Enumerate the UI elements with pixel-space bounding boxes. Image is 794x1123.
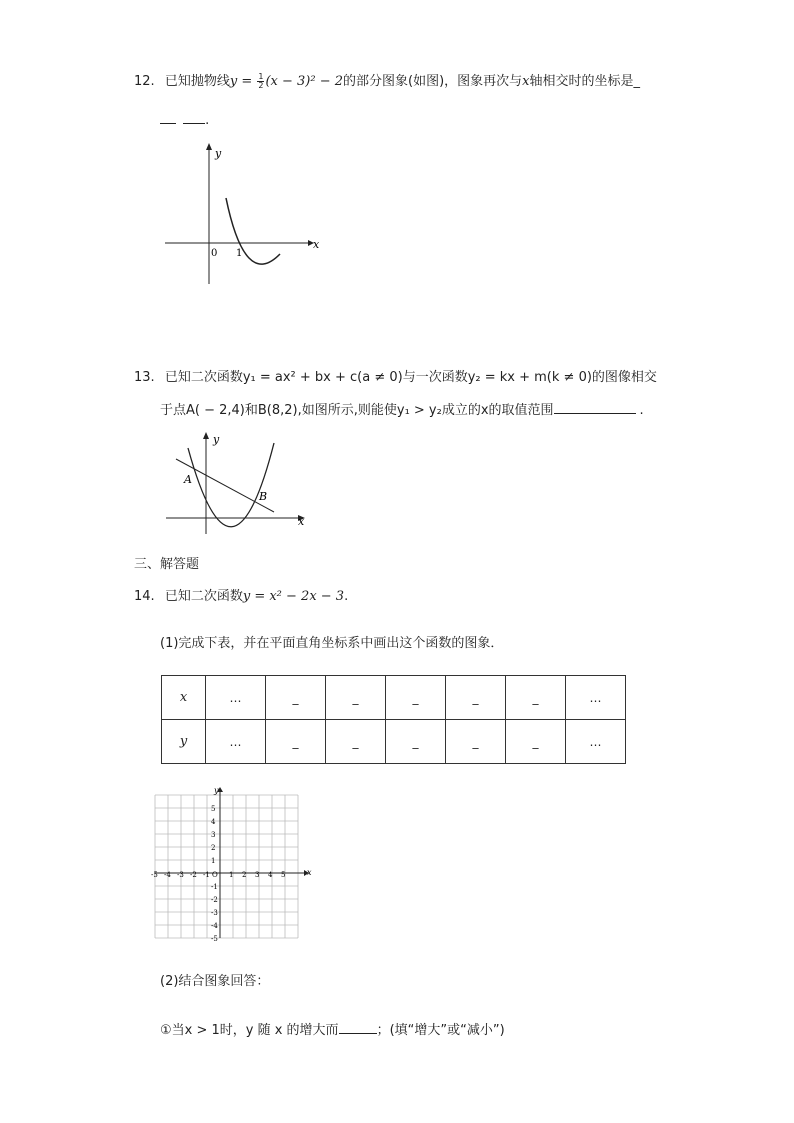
q14-part1: (1)完成下表，并在平面直角坐标系中画出这个函数的图象． <box>160 636 504 651</box>
grid-x-tick-label: 4 <box>268 871 273 879</box>
q13-x-label: x <box>298 515 305 528</box>
grid-y-label: y <box>214 786 219 795</box>
q12-y-label: y <box>215 147 222 160</box>
q14-formula: y = x² − 2x − 3 <box>242 589 345 604</box>
q12-text-after: 的部分图象(如图)，图象再次与 <box>343 74 523 89</box>
q12-line2 <box>160 110 209 130</box>
q13-answer-blank[interactable] <box>554 400 636 414</box>
grid-x-tick-label: -2 <box>190 871 197 879</box>
table-header-y: y <box>162 720 206 764</box>
q12-origin-label: 0 <box>211 248 218 259</box>
table-cell-input[interactable]: _ <box>506 720 566 764</box>
table-cell: … <box>566 720 626 764</box>
q13-y-label: y <box>213 433 220 446</box>
grid-x-tick-label: -5 <box>151 871 158 879</box>
q12-answer-blank-2[interactable] <box>183 110 205 124</box>
q12-tick-1-label: 1 <box>236 248 243 259</box>
q13-line2-end: . <box>639 403 644 418</box>
q13-y-arrow-icon <box>203 432 209 439</box>
grid-y-tick-label: -5 <box>211 935 218 943</box>
q13-line1-text: 已知二次函数y₁ = ax² + bx + c(a ≠ 0)与一次函数y₂ = kx + m(k ≠ 0)的图像相交 <box>164 370 657 385</box>
q12-line2-end: . <box>205 113 210 128</box>
q14-line1 <box>134 588 348 606</box>
q14-value-table <box>161 675 626 764</box>
q13-graph <box>160 428 320 538</box>
table-cell-input[interactable]: _ <box>326 720 386 764</box>
q13-line1 <box>134 369 657 387</box>
q12-number: 12. <box>134 74 155 89</box>
q12-frac-den: 2 <box>258 81 264 90</box>
grid-x-tick-label: 3 <box>255 871 260 879</box>
q12-formula-rhs: (x − 3)² − 2 <box>265 74 343 89</box>
q12-formula-lhs: y = <box>229 74 257 89</box>
table-cell-input[interactable]: _ <box>446 720 506 764</box>
q12-answer-blank-1[interactable] <box>160 110 176 124</box>
grid-y-tick-label: -2 <box>211 896 218 904</box>
grid-y-tick-label: 3 <box>211 831 216 839</box>
q14-part2: (2)结合图象回答： <box>160 974 270 989</box>
table-cell: … <box>566 676 626 720</box>
q13-point-b-label: B <box>259 490 268 503</box>
q13-line2-text: 于点A( − 2,4)和B(8,2),如图所示,则能使y₁ > y₂成立的x的取值范围 <box>160 403 554 418</box>
q14-item1 <box>160 1020 505 1040</box>
q12-y-arrow-icon <box>206 143 212 150</box>
table-cell-input[interactable]: _ <box>506 676 566 720</box>
q14-period: . <box>344 589 349 604</box>
grid-y-tick-label: -4 <box>211 922 218 930</box>
q12-frac-num: 1 <box>258 72 264 81</box>
q12-fraction <box>257 73 264 90</box>
grid-x-tick-label: -3 <box>177 871 184 879</box>
grid-x-tick-label: -4 <box>164 871 171 879</box>
grid-x-tick-label: 2 <box>242 871 247 879</box>
q12-parabola-curve <box>226 198 280 264</box>
q14-item1-answer-blank[interactable] <box>339 1020 377 1034</box>
q14-number: 14. <box>134 589 155 604</box>
table-cell-input[interactable]: _ <box>266 720 326 764</box>
grid-x-tick-label: -1 <box>203 871 210 879</box>
table-cell-input[interactable]: _ <box>386 676 446 720</box>
q14-coordinate-grid[interactable] <box>151 786 312 943</box>
table-row <box>162 720 626 764</box>
q12-graph <box>160 140 330 290</box>
table-row <box>162 676 626 720</box>
grid-x-label: x <box>307 868 312 877</box>
table-cell-input[interactable]: _ <box>446 676 506 720</box>
q13-number: 13. <box>134 370 155 385</box>
q13-line2 <box>160 400 644 420</box>
table-cell-input[interactable]: _ <box>326 676 386 720</box>
q12-x-label: x <box>313 238 320 251</box>
q14-text: 已知二次函数 <box>164 589 243 604</box>
grid-y-tick-label: -1 <box>211 883 218 891</box>
q12-axis-var: x <box>522 74 530 89</box>
table-cell-input[interactable]: _ <box>386 720 446 764</box>
q13-parabola-y1 <box>188 443 274 527</box>
section3-title: 三、解答题 <box>134 557 200 572</box>
grid-x-tick-label: 1 <box>229 871 234 879</box>
grid-y-tick-label: 4 <box>211 818 216 826</box>
q12-text-end: 轴相交时的坐标是 <box>529 74 634 89</box>
table-cell: … <box>206 676 266 720</box>
table-cell: … <box>206 720 266 764</box>
q12-line1 <box>134 73 640 91</box>
table-cell-input[interactable]: _ <box>266 676 326 720</box>
q13-point-a-label: A <box>184 473 192 486</box>
table-header-x: x <box>162 676 206 720</box>
q12-blank-tail: _ <box>633 74 641 89</box>
grid-y-tick-label: -3 <box>211 909 218 917</box>
grid-y-tick-label: 1 <box>211 857 216 865</box>
q14-item1-text-a: 当x > 1时，y 随 x 的增大而 <box>171 1023 339 1038</box>
q14-item1-text-b: ；(填“增大”或“减小”) <box>376 1023 505 1038</box>
grid-y-tick-label: 2 <box>211 844 216 852</box>
q14-item1-marker: ① <box>160 1023 172 1038</box>
grid-x-tick-label: O <box>212 871 218 879</box>
grid-x-tick-label: 5 <box>281 871 286 879</box>
grid-y-tick-label: 5 <box>211 805 216 813</box>
q12-text-before: 已知抛物线 <box>164 74 230 89</box>
